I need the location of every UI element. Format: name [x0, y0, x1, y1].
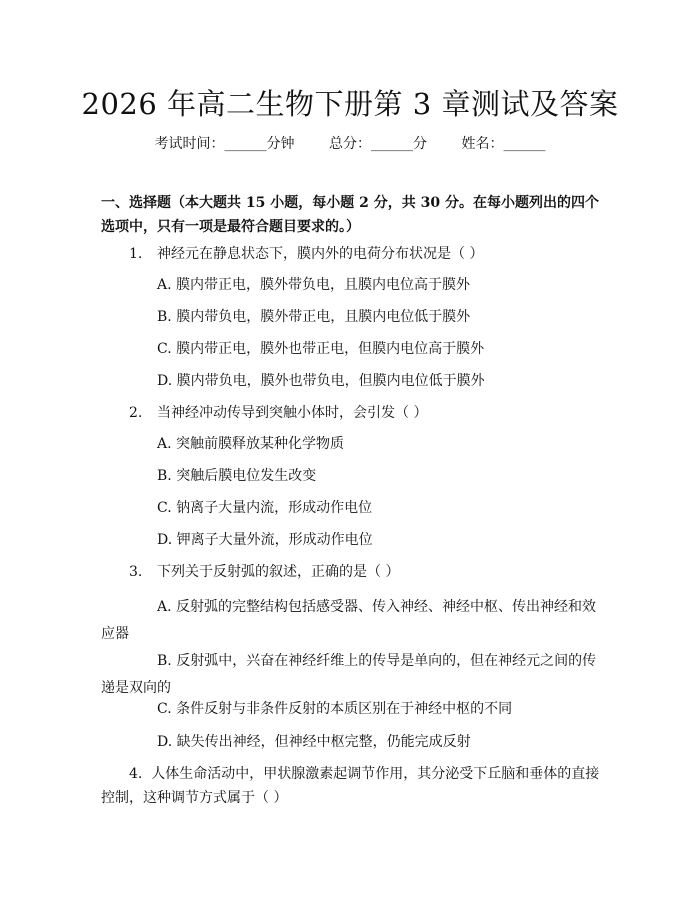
- option-3a: A. 反射弧的完整结构包括感受器、传入神经、神经中枢、传出神经和效应器: [101, 599, 597, 642]
- option-1c: C. 膜内带正电，膜外也带正电，但膜内电位高于膜外: [157, 341, 485, 357]
- exam-meta: [0, 133, 700, 153]
- page-title: 2026 年高二生物下册第 3 章测试及答案: [81, 87, 619, 121]
- option-2b: B. 突触后膜电位发生改变: [157, 468, 317, 484]
- question-text: 下列关于反射弧的叙述，正确的是（ ）: [157, 564, 400, 580]
- question-text: 神经元在静息状态下，膜内外的电荷分布状况是（ ）: [157, 246, 484, 262]
- question-text: 当神经冲动传导到突触小体时，会引发（ ）: [157, 405, 428, 421]
- option-1b: B. 膜内带负电，膜外带正电，且膜内电位低于膜外: [157, 309, 471, 325]
- question-1: [101, 242, 601, 266]
- option-2a: A. 突触前膜释放某种化学物质: [157, 436, 345, 452]
- option-2c: C. 钠离子大量内流，形成动作电位: [157, 500, 373, 516]
- question-text: 人体生命活动中，甲状腺激素起调节作用，其分泌受下丘脑和垂体的直接控制，这种调节方式属于（ ）: [101, 766, 600, 806]
- question-number: 2.: [129, 405, 143, 421]
- question-2: [101, 401, 601, 425]
- question-number: 3.: [129, 564, 143, 580]
- option-3c: C. 条件反射与非条件反射的本质区别在于神经中枢的不同: [157, 701, 513, 717]
- question-number: 4.: [129, 766, 143, 782]
- question-number: 1.: [129, 246, 143, 262]
- option-3d: D. 缺失传出神经，但神经中枢完整，仍能完成反射: [157, 734, 471, 750]
- option-3b: B. 反射弧中，兴奋在神经纤维上的传导是单向的，但在神经元之间的传递是双向的: [101, 653, 597, 696]
- section-heading: 一、选择题（本大题共 15 小题，每小题 2 分，共 30 分。在每小题列出的四个选项中，只有一项是最符合题目要求的。）: [101, 195, 599, 235]
- question-4: [101, 762, 601, 810]
- option-1d: D. 膜内带负电，膜外也带负电，但膜内电位低于膜外: [157, 373, 485, 389]
- exam-time: 考试时间：______分钟: [154, 136, 295, 152]
- option-2d: D. 钾离子大量外流，形成动作电位: [157, 532, 373, 548]
- student-name: 姓名：______: [461, 136, 546, 152]
- question-3: [101, 560, 601, 584]
- total-score: 总分：______分: [329, 136, 427, 152]
- option-1a: A. 膜内带正电，膜外带负电，且膜内电位高于膜外: [157, 277, 471, 293]
